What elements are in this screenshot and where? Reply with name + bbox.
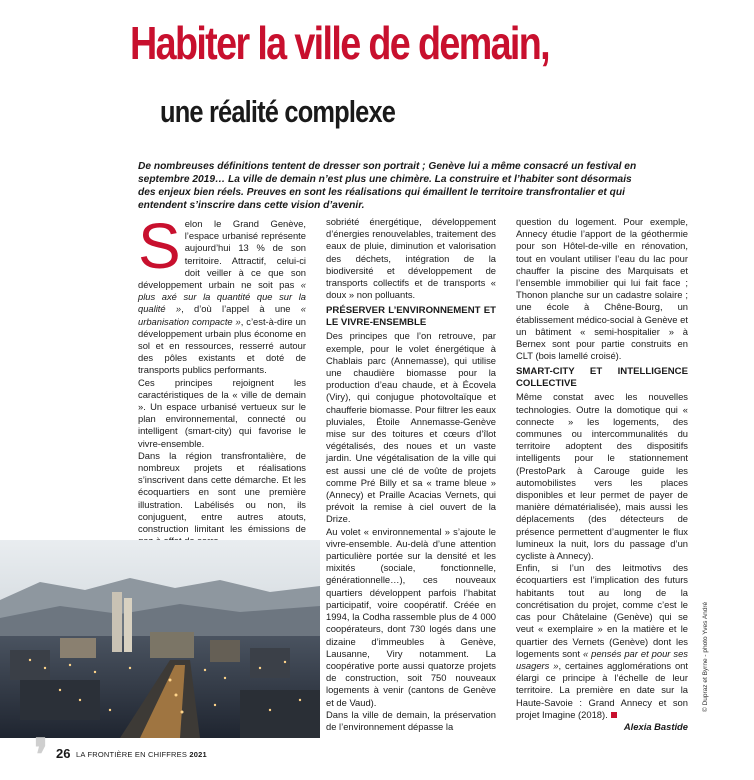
page-number: 26	[56, 746, 71, 761]
quote-mark-icon: ❜	[34, 731, 49, 780]
footer-publication: LA FRONTIÈRE EN CHIFFRES 2021	[76, 750, 207, 759]
paragraph: Enfin, si l’un des leitmotivs des écoquartiers est l’implication des futurs habitants tout au long de la concrétisation du projet, comme c’est le cas pour Châtelaine (Genève) qui se veut « exemplaire » en la matière et le quartier des Vernets (Genève) dont les logements sont « pensés par et pour ses usagers », certaines agglomérations ont élargi ce principe à l’échelle de leur territoire. La première en date sur la Haute-Savoie : Grand Annecy et son projet Imagine (2018).	[516, 562, 689, 720]
paragraph: question du logement. Pour exemple, Annecy étudie l’apport de la géothermie pour son Hôtel-de-ville en rénovation, tout en voulant utiliser l’eau du lac pour chauffer la piscine des Marquisats et l’ensemble immobilier qui lui fait face ; Thonon planche sur un cadastre solaire ; une école à Chêne-Bourg, un établissement médico-social à Genève et un bâtiment « semi-hospitalier » à Bernex sont pour partie construits en CLT (bois lamellé croisé).	[516, 216, 688, 362]
article-subtitle: une réalité complexe	[160, 94, 396, 129]
paragraph: Dans la région transfrontalière, de nombreux projets et réalisations s’inscrivent dans cette démarche. Et les écoquartiers en sont une première illustration. Labélisés ou non, ils conjuguent, entre autres atouts, construction limitant les émissions de	[138, 449, 306, 535]
article-column-3	[516, 216, 688, 733]
photo-credit: © Dupraz et Byrne - photo Yves André	[702, 601, 709, 712]
paragraph: Même constat avec les nouvelles technologies. Outre la domotique qui « connecte » les logements, des communes ou intercommunalités du territoire adoptent des dispositifs intelligents pour le stationnement (PrestoPark à Carouge guide les automobilistes vers les places disponibles et leur permet de payer de manière dématérialisée), mais aussi les déplacements (des détecteurs de présence permettent d’augmenter le flux lumineux la nuit, lors du passage d’un cycliste à Annecy).	[516, 391, 688, 562]
paragraph: Des principes que l’on retrouve, par exemple, pour le volet énergétique à Chablais parc (Annemasse), qui utilise une chaudière biomasse pour la production d’eau chaude, et à Écovela (Viry), qui conjugue photovoltaïque et chaufferie biomasse. Pour filtrer les eaux pluviales, Étoile Annemasse-Genève mise sur des toitures et cœurs d’îlot végétalisés, des noues et un vaste jardin. Une végétalisation de la ville qui est aussi une clé de voûte de projets comme Pré Billy et sa « trame bleue » (Annecy) et Praille Acacias Vernets, qui prévoit la remise à ciel ouvert de la Drize.	[326, 330, 496, 525]
article-column-1	[138, 210, 306, 547]
article-title: Habiter la ville de demain,	[130, 17, 550, 69]
article-column-2	[326, 216, 496, 733]
section-heading: PRÉSERVER L’ENVIRONNEMENT ET LE VIVRE-ENSEMBLE	[326, 305, 496, 328]
paragraph: Au volet « environnemental » s’ajoute le vivre-ensemble. Au-delà d’une attention particulière portée sur la densité et les mixités (sociale, fonctionnelle, générationnelle…), ces nouveaux quartiers développent parfois l’habitat participatif, voire coopératif. Créée en 1994, la Codha rassemble plus de 4 000 coopérateurs, dont 730 logés dans une dizaine d’immeubles à Genève, Lausanne, Viry notamment. La coopérative porte aussi quatorze projets de construction, soit 750 nouveaux logements à venir (cantons de Genève et de Vaud).	[326, 525, 496, 708]
author-signature: Alexia Bastide	[623, 720, 688, 732]
city-night-photo	[0, 540, 320, 738]
paragraph: Selon le Grand Genève, l’espace urbanisé représente aujourd’hui 13 % de son territoire. Attractif, celui-ci doit veiller à ce que son développement urbain ne soit pas « plus axé sur la quantité que sur la qualité », d’où l’appel à une « urbanisation compacte », c’est-à-dire un développement urbain plus économe en sol et en ressources, resserré autour des pôles existants et doté de transports publics performants.	[138, 210, 306, 376]
section-heading: SMART-CITY ET INTELLIGENCE COLLECTIVE	[516, 366, 688, 389]
paragraph: Ces principes rejoignent les caractéristiques de la « ville de demain ». Un espace urbanisé vertueux sur le plan environnemental, connecté ou intelligent (smart-city) qui favorise le vivre-ensemble.	[138, 376, 306, 449]
paragraph: sobriété énergétique, développement d’énergies renouvelables, traitement des eaux de pluie, diminution et valorisation des déchets, intégration de la biodiversité et développement de transports collectifs et de transports « doux » non polluants.	[326, 216, 496, 301]
drop-cap: S	[138, 210, 181, 282]
paragraph: Dans la ville de demain, la préservation de l’environnement dépasse la	[326, 708, 496, 732]
article-lead: De nombreuses définitions tentent de dresser son portrait ; Genève lui a même consacré un festival en septembre 2019… La ville de demain n’est plus une chimère. La construire et l’habiter sont désormais des enjeux bien réels. Preuves en sont les réalisations qui émaillent le territoire transfrontalier et qui entendent s’inscrire dans cette vision d’avenir.	[138, 161, 637, 211]
end-mark-icon	[611, 712, 617, 718]
